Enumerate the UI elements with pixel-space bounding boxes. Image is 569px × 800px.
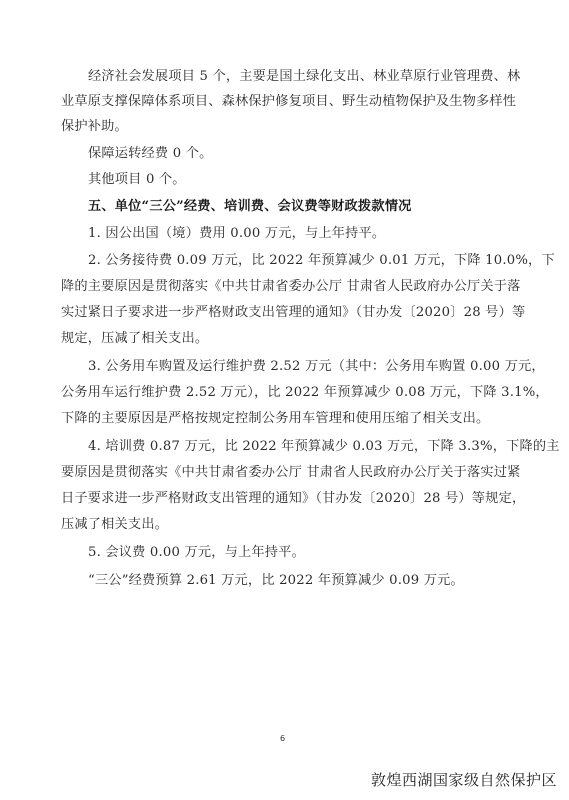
paragraph-line: 1. 因公出国（境）费用 0.00 万元，与上年持平。 — [88, 226, 386, 241]
paragraph-line: 保护补助。 — [61, 119, 128, 134]
paragraph-line: “三公”经费预算 2.61 万元，比 2022 年预算减少 0.09 万元。 — [88, 573, 464, 588]
paragraph-line: 压减了相关支出。 — [61, 517, 169, 532]
watermark-label: 敦煌西湖国家级自然保护区 — [370, 771, 557, 789]
paragraph-line: 其他项目 0 个。 — [88, 172, 186, 187]
section-heading: 五、单位“三公”经费、培训费、会议费等财政拨款情况 — [88, 199, 412, 214]
paragraph-line: 5. 会议费 0.00 万元，与上年持平。 — [88, 545, 305, 560]
paragraph-line: 公务用车运行维护费 2.52 万元），比 2022 年预算减少 0.08 万元，下降 3.1%， — [61, 385, 549, 400]
paragraph-line: 保障运转经费 0 个。 — [88, 146, 213, 161]
paragraph-line: 经济社会发展项目 5 个，主要是国土绿化支出、林业草原行业管理费、林 — [88, 69, 521, 84]
paragraph-line: 下降的主要原因是严格按规定控制公务用车管理和使用压缩了相关支出。 — [61, 411, 490, 426]
paragraph-line: 降的主要原因是贯彻落实《中共甘肃省委办公厅 甘肃省人民政府办公厅关于落 — [61, 279, 521, 294]
paragraph-line: 2. 公务接待费 0.09 万元，比 2022 年预算减少 0.01 万元，下降 10.0%，下 — [88, 253, 555, 268]
paragraph-line: 规定，压减了相关支出。 — [61, 331, 209, 346]
paragraph-line: 要原因是贯彻落实《中共甘肃省委办公厅 甘肃省人民政府办公厅关于落实过紧 — [61, 465, 521, 480]
paragraph-line: 业草原支撑保障体系项目、森林保护修复项目、野生动植物保护及生物多样性 — [61, 94, 517, 109]
page-number: 6 — [280, 734, 286, 743]
paragraph-line: 3. 公务用车购置及运行维护费 2.52 万元（其中：公务用车购置 0.00 万元， — [88, 359, 545, 374]
paragraph-line: 实过紧日子要求进一步严格财政支出管理的通知》（甘办发〔2020〕28 号）等 — [61, 305, 526, 320]
paragraph-line: 日子要求进一步严格财政支出管理的通知》（甘办发〔2020〕28 号）等规定， — [61, 491, 526, 506]
paragraph-line: 4. 培训费 0.87 万元，比 2022 年预算减少 0.03 万元，下降 3.3%，下降的主 — [88, 439, 560, 454]
